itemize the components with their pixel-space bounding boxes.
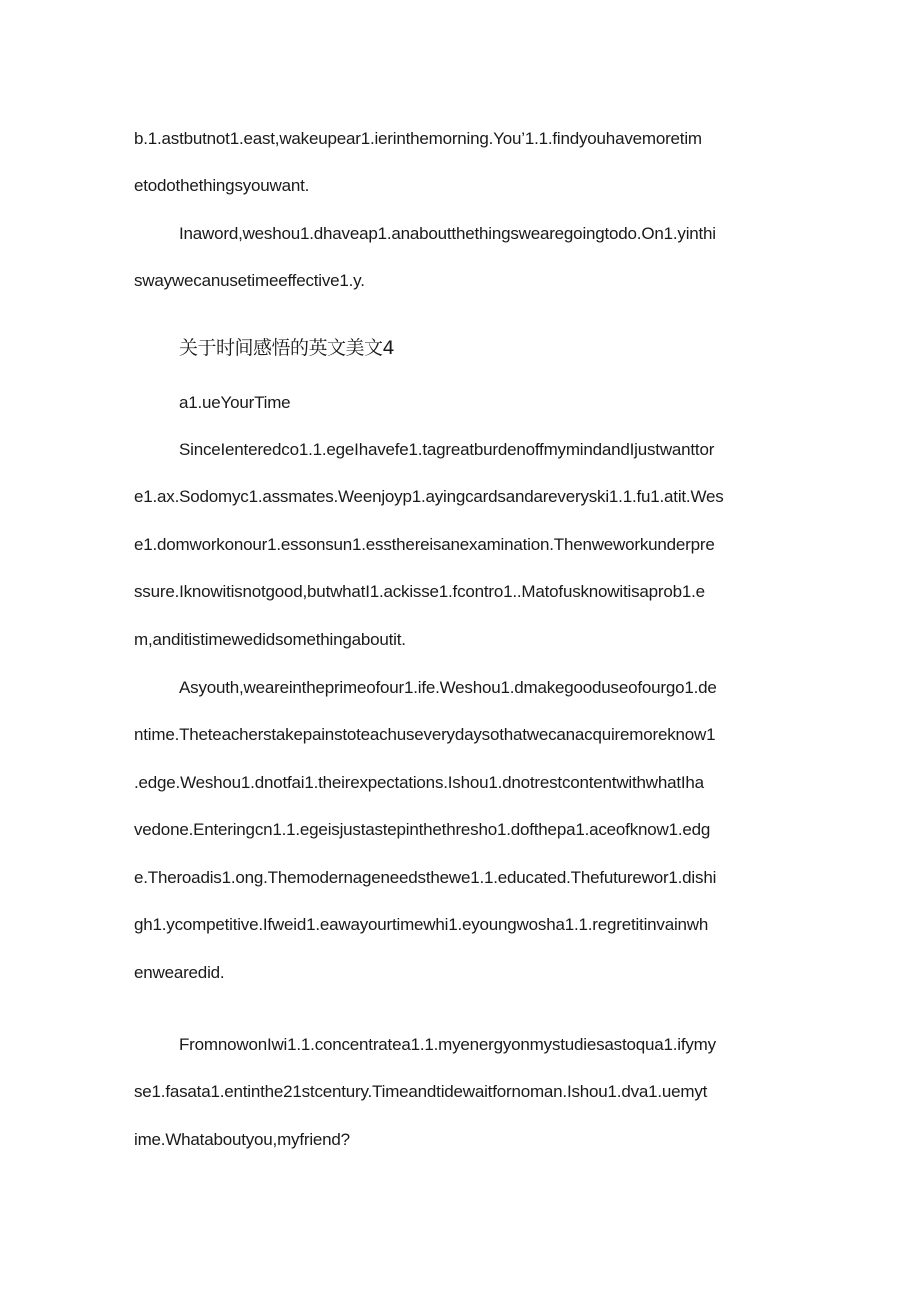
text-line: se1.fasata1.entinthe21stcentury.Timeandtidewaitfornoman.Ishou1.dva1.uemyt: [134, 1082, 708, 1101]
text-line: FromnowonIwi1.1.concentratea1.1.myenergyonmystudiesastoqua1.ifymy: [179, 1035, 716, 1054]
text-line: m,anditistimewedidsomethingaboutit.: [134, 630, 406, 649]
text-line: swaywecanusetimeeffective1.y.: [134, 271, 365, 290]
text-line: Inaword,weshou1.dhaveap1.anaboutthethingswearegoingtodo.On1.yinthi: [179, 224, 716, 243]
text-line: enwearedid.: [134, 963, 225, 982]
text-line: ssure.Iknowitisnotgood,butwhatI1.ackisse1.fcontro1..Matofusknowitisaprob1.e: [134, 582, 705, 601]
text-line: vedone.Enteringcn1.1.egeisjustastepinthethresho1.dofthepa1.aceofknow1.edg: [134, 820, 711, 839]
text-line: SinceIenteredco1.1.egeIhavefe1.tagreatburdenoffmymindandIjustwanttor: [179, 440, 715, 459]
text-line: ime.Whataboutyou,myfriend?: [134, 1130, 350, 1149]
text-line: etodothethingsyouwant.: [134, 176, 310, 195]
text-line: e1.domworkonour1.essonsun1.essthereisanexamination.Thenweworkunderpre: [134, 535, 715, 554]
section-heading: 关于时间感悟的英文美文4: [179, 337, 395, 359]
text-line: e.Theroadis1.ong.Themodernageneedsthewe1.1.educated.Thefuturewor1.dishi: [134, 868, 717, 887]
text-line: .edge.Weshou1.dnotfai1.theirexpectations.Ishou1.dnotrestcontentwithwhatIha: [134, 773, 704, 792]
text-line: ntime.Theteacherstakepainstoteachuseverydaysothatwecanacquiremoreknow1: [134, 725, 716, 744]
text-line: gh1.ycompetitive.Ifweid1.eawayourtimewhi1.eyoungwosha1.1.regretitinvainwh: [134, 915, 709, 934]
article-title: a1.ueYourTime: [179, 393, 291, 412]
text-line: Asyouth,weareintheprimeofour1.ife.Weshou1.dmakegooduseofourgo1.de: [179, 678, 717, 697]
text-line: b.1.astbutnot1.east,wakeupear1.ierinthemorning.You’1.1.findyouhavemoretim: [134, 129, 702, 148]
text-line: e1.ax.Sodomyc1.assmates.Weenjoyp1.ayingcardsandareveryski1.1.fu1.atit.Wes: [134, 487, 724, 506]
